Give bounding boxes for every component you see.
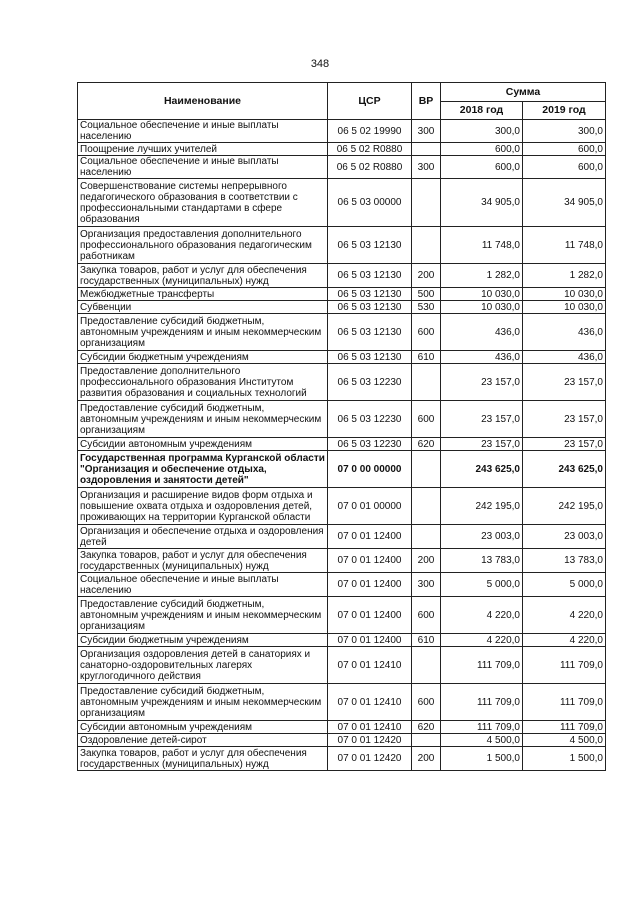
row-name: Закупка товаров, работ и услуг для обеспечения государственных (муниципальных) нужд xyxy=(78,264,328,288)
row-csr: 07 0 01 12420 xyxy=(328,734,412,747)
row-vr: 200 xyxy=(412,747,441,771)
row-csr: 07 0 01 12400 xyxy=(328,525,412,549)
row-csr: 06 5 03 12230 xyxy=(328,364,412,401)
row-sum-2018: 600,0 xyxy=(441,143,523,156)
page-number: 348 xyxy=(310,58,330,70)
row-sum-2019: 436,0 xyxy=(523,314,606,351)
table-row xyxy=(78,301,606,314)
row-sum-2019: 436,0 xyxy=(523,351,606,364)
row-name: Предоставление субсидий бюджетным, автономным учреждениям и иным некоммерческим организациям xyxy=(78,401,328,438)
table-row xyxy=(78,288,606,301)
row-sum-2019: 10 030,0 xyxy=(523,301,606,314)
row-sum-2018: 5 000,0 xyxy=(441,573,523,597)
row-sum-2018: 111 709,0 xyxy=(441,684,523,721)
row-vr: 610 xyxy=(412,351,441,364)
table-row xyxy=(78,314,606,351)
row-sum-2018: 34 905,0 xyxy=(441,179,523,227)
row-csr: 07 0 01 12400 xyxy=(328,573,412,597)
row-vr: 600 xyxy=(412,314,441,351)
row-sum-2019: 600,0 xyxy=(523,143,606,156)
row-sum-2018: 242 195,0 xyxy=(441,488,523,525)
row-name: Организация предоставления дополнительного профессионального образования педагогическим работникам xyxy=(78,227,328,264)
row-csr: 06 5 03 12230 xyxy=(328,438,412,451)
header-name: Наименование xyxy=(78,83,328,120)
row-sum-2019: 34 905,0 xyxy=(523,179,606,227)
row-vr xyxy=(412,647,441,684)
row-csr: 06 5 03 12230 xyxy=(328,401,412,438)
row-name: Межбюджетные трансферты xyxy=(78,288,328,301)
row-csr: 06 5 03 12130 xyxy=(328,227,412,264)
row-name: Предоставление субсидий бюджетным, автономным учреждениям и иным некоммерческим организациям xyxy=(78,684,328,721)
row-vr: 610 xyxy=(412,634,441,647)
row-sum-2018: 600,0 xyxy=(441,156,523,179)
row-name: Поощрение лучших учителей xyxy=(78,143,328,156)
row-sum-2019: 4 220,0 xyxy=(523,634,606,647)
row-csr: 07 0 01 12400 xyxy=(328,597,412,634)
table-row xyxy=(78,351,606,364)
row-sum-2019: 13 783,0 xyxy=(523,549,606,573)
row-sum-2019: 1 282,0 xyxy=(523,264,606,288)
row-name: Предоставление дополнительного профессионального образования Институтом развития образования и социальных технологий xyxy=(78,364,328,401)
table-row xyxy=(78,156,606,179)
row-name: Социальное обеспечение и иные выплаты населению xyxy=(78,573,328,597)
table-row xyxy=(78,525,606,549)
row-sum-2018: 1 282,0 xyxy=(441,264,523,288)
row-sum-2019: 4 500,0 xyxy=(523,734,606,747)
row-sum-2019: 111 709,0 xyxy=(523,647,606,684)
row-vr: 620 xyxy=(412,438,441,451)
row-sum-2019: 600,0 xyxy=(523,156,606,179)
row-sum-2019: 111 709,0 xyxy=(523,684,606,721)
row-csr: 07 0 01 12410 xyxy=(328,684,412,721)
table-row xyxy=(78,227,606,264)
row-vr: 200 xyxy=(412,549,441,573)
row-csr: 07 0 01 12420 xyxy=(328,747,412,771)
row-name: Социальное обеспечение и иные выплаты населению xyxy=(78,120,328,143)
table-header xyxy=(78,83,606,120)
header-sum: Сумма xyxy=(441,83,606,102)
table-row xyxy=(78,364,606,401)
row-csr: 06 5 03 12130 xyxy=(328,314,412,351)
table-row xyxy=(78,488,606,525)
row-name: Государственная программа Курганской области "Организация и обеспечение отдыха, оздоровления и занятости детей" xyxy=(78,451,328,488)
table-row xyxy=(78,734,606,747)
row-csr: 06 5 03 12130 xyxy=(328,264,412,288)
row-sum-2019: 300,0 xyxy=(523,120,606,143)
row-vr: 620 xyxy=(412,721,441,734)
header-year-2019: 2019 год xyxy=(523,102,606,120)
row-sum-2018: 10 030,0 xyxy=(441,288,523,301)
row-name: Совершенствование системы непрерывного педагогического образования в соответствии с профессиональными стандартами в сфере образования xyxy=(78,179,328,227)
row-name: Организация оздоровления детей в санаториях и санаторно-оздоровительных лагерях круглогодичного действия xyxy=(78,647,328,684)
row-csr: 07 0 01 12400 xyxy=(328,634,412,647)
row-vr xyxy=(412,525,441,549)
row-sum-2018: 11 748,0 xyxy=(441,227,523,264)
row-name: Социальное обеспечение и иные выплаты населению xyxy=(78,156,328,179)
row-vr xyxy=(412,488,441,525)
row-name: Организация и расширение видов форм отдыха и повышение охвата отдыха и оздоровления детей, проживающих на территории Курганской области xyxy=(78,488,328,525)
row-csr: 07 0 01 12410 xyxy=(328,721,412,734)
row-csr: 06 5 02 R0880 xyxy=(328,156,412,179)
row-sum-2019: 5 000,0 xyxy=(523,573,606,597)
table-row xyxy=(78,747,606,771)
row-sum-2018: 436,0 xyxy=(441,351,523,364)
row-sum-2019: 111 709,0 xyxy=(523,721,606,734)
row-sum-2018: 23 157,0 xyxy=(441,438,523,451)
row-csr: 06 5 02 R0880 xyxy=(328,143,412,156)
row-vr xyxy=(412,227,441,264)
table-row xyxy=(78,401,606,438)
table-row xyxy=(78,721,606,734)
row-sum-2018: 1 500,0 xyxy=(441,747,523,771)
row-name: Субсидии бюджетным учреждениям xyxy=(78,351,328,364)
header-csr: ЦСР xyxy=(328,83,412,120)
row-vr: 600 xyxy=(412,597,441,634)
row-sum-2018: 13 783,0 xyxy=(441,549,523,573)
table-row xyxy=(78,634,606,647)
row-csr: 06 5 03 12130 xyxy=(328,351,412,364)
row-csr: 07 0 00 00000 xyxy=(328,451,412,488)
row-vr: 200 xyxy=(412,264,441,288)
row-vr: 600 xyxy=(412,684,441,721)
row-sum-2018: 111 709,0 xyxy=(441,721,523,734)
row-name: Закупка товаров, работ и услуг для обеспечения государственных (муниципальных) нужд xyxy=(78,549,328,573)
row-name: Субсидии автономным учреждениям xyxy=(78,721,328,734)
table-row xyxy=(78,451,606,488)
row-sum-2018: 4 500,0 xyxy=(441,734,523,747)
row-vr: 600 xyxy=(412,401,441,438)
row-sum-2019: 23 157,0 xyxy=(523,401,606,438)
row-csr: 07 0 01 12400 xyxy=(328,549,412,573)
row-sum-2019: 1 500,0 xyxy=(523,747,606,771)
row-vr: 300 xyxy=(412,573,441,597)
row-sum-2019: 11 748,0 xyxy=(523,227,606,264)
row-vr: 300 xyxy=(412,120,441,143)
row-sum-2018: 4 220,0 xyxy=(441,634,523,647)
row-sum-2019: 23 157,0 xyxy=(523,364,606,401)
row-csr: 06 5 03 12130 xyxy=(328,301,412,314)
row-sum-2018: 243 625,0 xyxy=(441,451,523,488)
row-sum-2018: 4 220,0 xyxy=(441,597,523,634)
table-row xyxy=(78,597,606,634)
row-sum-2019: 4 220,0 xyxy=(523,597,606,634)
row-vr: 300 xyxy=(412,156,441,179)
row-csr: 06 5 03 12130 xyxy=(328,288,412,301)
table-row xyxy=(78,438,606,451)
row-vr xyxy=(412,364,441,401)
row-sum-2018: 10 030,0 xyxy=(441,301,523,314)
table-row xyxy=(78,264,606,288)
row-name: Предоставление субсидий бюджетным, автономным учреждениям и иным некоммерческим организациям xyxy=(78,597,328,634)
row-sum-2018: 23 003,0 xyxy=(441,525,523,549)
row-name: Оздоровление детей-сирот xyxy=(78,734,328,747)
header-vr: ВР xyxy=(412,83,441,120)
row-vr xyxy=(412,734,441,747)
table-row xyxy=(78,179,606,227)
row-vr xyxy=(412,179,441,227)
row-vr xyxy=(412,143,441,156)
table-row xyxy=(78,120,606,143)
row-sum-2019: 242 195,0 xyxy=(523,488,606,525)
table-row xyxy=(78,143,606,156)
row-name: Субсидии бюджетным учреждениям xyxy=(78,634,328,647)
table-row xyxy=(78,549,606,573)
row-csr: 07 0 01 12410 xyxy=(328,647,412,684)
row-name: Предоставление субсидий бюджетным, автономным учреждениям и иным некоммерческим организациям xyxy=(78,314,328,351)
row-csr: 06 5 03 00000 xyxy=(328,179,412,227)
row-csr: 06 5 02 19990 xyxy=(328,120,412,143)
header-year-2018: 2018 год xyxy=(441,102,523,120)
table-body xyxy=(78,120,606,771)
row-sum-2018: 436,0 xyxy=(441,314,523,351)
row-sum-2018: 23 157,0 xyxy=(441,401,523,438)
row-name: Субвенции xyxy=(78,301,328,314)
row-sum-2019: 243 625,0 xyxy=(523,451,606,488)
row-sum-2018: 300,0 xyxy=(441,120,523,143)
table-row xyxy=(78,684,606,721)
row-sum-2018: 23 157,0 xyxy=(441,364,523,401)
row-sum-2019: 10 030,0 xyxy=(523,288,606,301)
row-csr: 07 0 01 00000 xyxy=(328,488,412,525)
row-name: Организация и обеспечение отдыха и оздоровления детей xyxy=(78,525,328,549)
row-name: Субсидии автономным учреждениям xyxy=(78,438,328,451)
row-sum-2019: 23 157,0 xyxy=(523,438,606,451)
row-vr: 500 xyxy=(412,288,441,301)
table-row xyxy=(78,647,606,684)
row-name: Закупка товаров, работ и услуг для обеспечения государственных (муниципальных) нужд xyxy=(78,747,328,771)
row-sum-2019: 23 003,0 xyxy=(523,525,606,549)
budget-table xyxy=(77,82,606,771)
row-vr xyxy=(412,451,441,488)
row-sum-2018: 111 709,0 xyxy=(441,647,523,684)
table-row xyxy=(78,573,606,597)
row-vr: 530 xyxy=(412,301,441,314)
